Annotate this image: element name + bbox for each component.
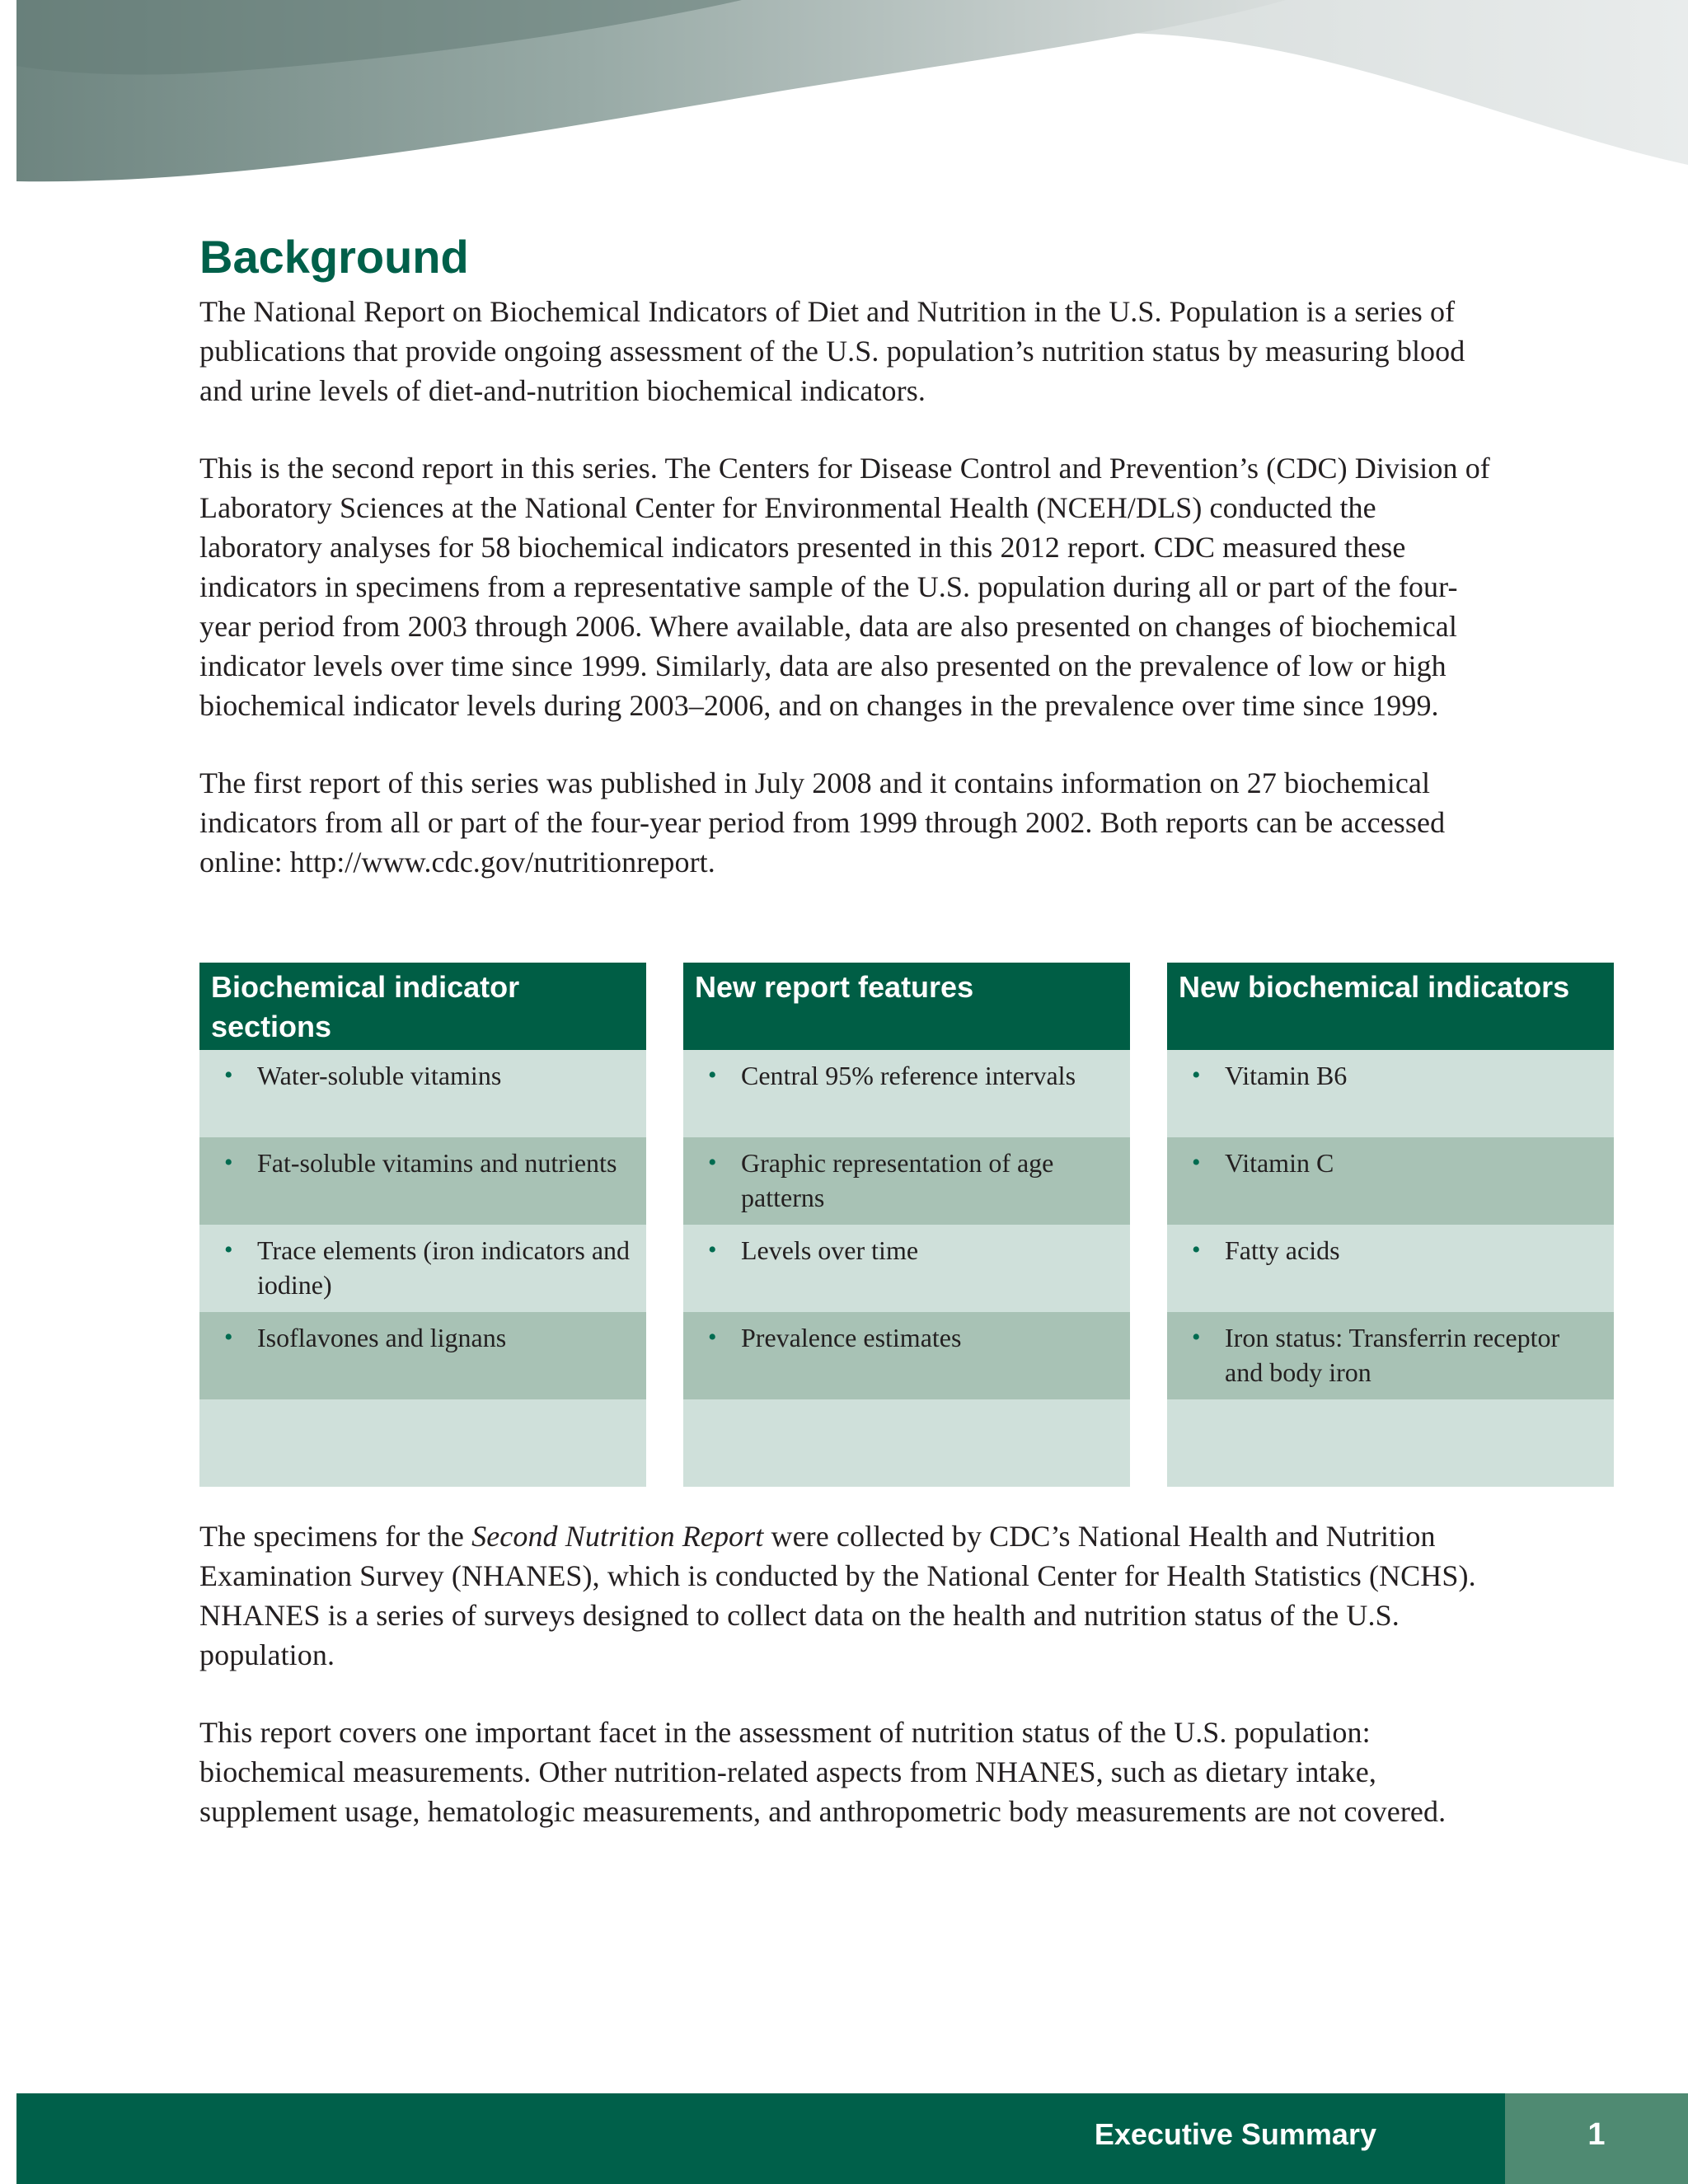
list-item: • Vitamin C — [1167, 1137, 1614, 1225]
list-item: • Vitamin B6 — [1167, 1050, 1614, 1137]
bullet-icon: • — [224, 1324, 233, 1351]
list-item: • Central 95% reference intervals — [683, 1050, 1130, 1137]
paragraph-first-report: The first report of this series was published in July 2008 and it contains information on 27 biochemical indicators from all or part of the four-year period from 1999 through 2002. Both reports can be accessed online: http://www.cdc.gov/nutritionreport. — [199, 766, 1446, 879]
footer-section-label: Executive Summary — [1094, 2117, 1376, 2151]
section-title: Background — [199, 231, 469, 283]
list-item: • Water-soluble vitamins — [199, 1050, 646, 1137]
header-wave-banner — [0, 0, 1688, 198]
list-item: • Prevalence estimates — [683, 1312, 1130, 1399]
bullet-icon: • — [224, 1149, 233, 1176]
table-report-features — [683, 963, 1130, 1483]
table-header: New biochemical indicators — [1167, 963, 1614, 1050]
bullet-icon: • — [708, 1149, 717, 1176]
list-item: • Graphic representation of age patterns — [683, 1137, 1130, 1225]
paragraph-intro: The National Report on Biochemical Indicators of Diet and Nutrition in the U.S. Population is a series of publications that provide ongoing assessment of the U.S. population’s nutrition status by measuring blood and urine levels of diet-and-nutrition biochemical indicators. — [199, 295, 1465, 407]
feature-tables — [199, 963, 1614, 1483]
list-item: • Isoflavones and lignans — [199, 1312, 646, 1399]
page-number: 1 — [1505, 2093, 1688, 2184]
bullet-icon: • — [708, 1324, 717, 1351]
list-item: • Fatty acids — [1167, 1225, 1614, 1312]
table-new-indicators — [1167, 963, 1614, 1483]
list-item: • Levels over time — [683, 1225, 1130, 1312]
paragraph-scope: This report covers one important facet in the assessment of nutrition status of the U.S. population: biochemical measurements. Other nutrition-related aspects from NHANES, such as dietary intake, supplement usage, hematologic measurements, and anthropometric body measurements are not covered. — [199, 1716, 1447, 1828]
empty-row — [683, 1399, 1130, 1487]
main-content — [199, 229, 1493, 920]
table-header: New report features — [683, 963, 1130, 1050]
bullet-icon: • — [1192, 1149, 1201, 1176]
report-title-italic: Second Nutrition Report — [471, 1520, 764, 1553]
empty-row — [199, 1399, 646, 1487]
footer-bar — [16, 2093, 1688, 2184]
table-indicator-sections — [199, 963, 646, 1483]
bullet-icon: • — [224, 1062, 233, 1089]
paragraph-second-report: This is the second report in this series. The Centers for Disease Control and Prevention’s (CDC) Division of Laboratory Sciences at the National Center for Environmental Health (NCEH/DLS) conducted the laboratory analyses for 58 biochemical indicators presented in this 2012 report. CDC measured these indicators in specimens from a representative sample of the U.S. population during all or part of the four-year period from 2003 through 2006. Where available, data are also presented on changes of biochemical indicator levels over time since 1999. Similarly, data are also presented on the prevalence of low or high biochemical indicator levels during 2003–2006, and on changes in the prevalence over time since 1999. — [199, 452, 1490, 722]
bullet-icon: • — [224, 1236, 233, 1263]
list-item: • Iron status: Transferrin receptor and body iron — [1167, 1312, 1614, 1399]
bullet-icon: • — [708, 1062, 717, 1089]
lower-content — [199, 1516, 1493, 1869]
bullet-icon: • — [1192, 1324, 1201, 1351]
bullet-icon: • — [1192, 1062, 1201, 1089]
list-item: • Fat-soluble vitamins and nutrients — [199, 1137, 646, 1225]
bullet-icon: • — [1192, 1236, 1201, 1263]
list-item: • Trace elements (iron indicators and iodine) — [199, 1225, 646, 1312]
empty-row — [1167, 1399, 1614, 1487]
paragraph-specimens: The specimens for the Second Nutrition Report were collected by CDC’s National Health and Nutrition Examination Survey (NHANES), which is conducted by the National Center for Health Statistics (NCHS). NHANES is a series of surveys designed to collect data on the health and nutrition status of the U.S. population. — [199, 1520, 1476, 1671]
table-header: Biochemical indicator sections — [199, 963, 646, 1050]
bullet-icon: • — [708, 1236, 717, 1263]
